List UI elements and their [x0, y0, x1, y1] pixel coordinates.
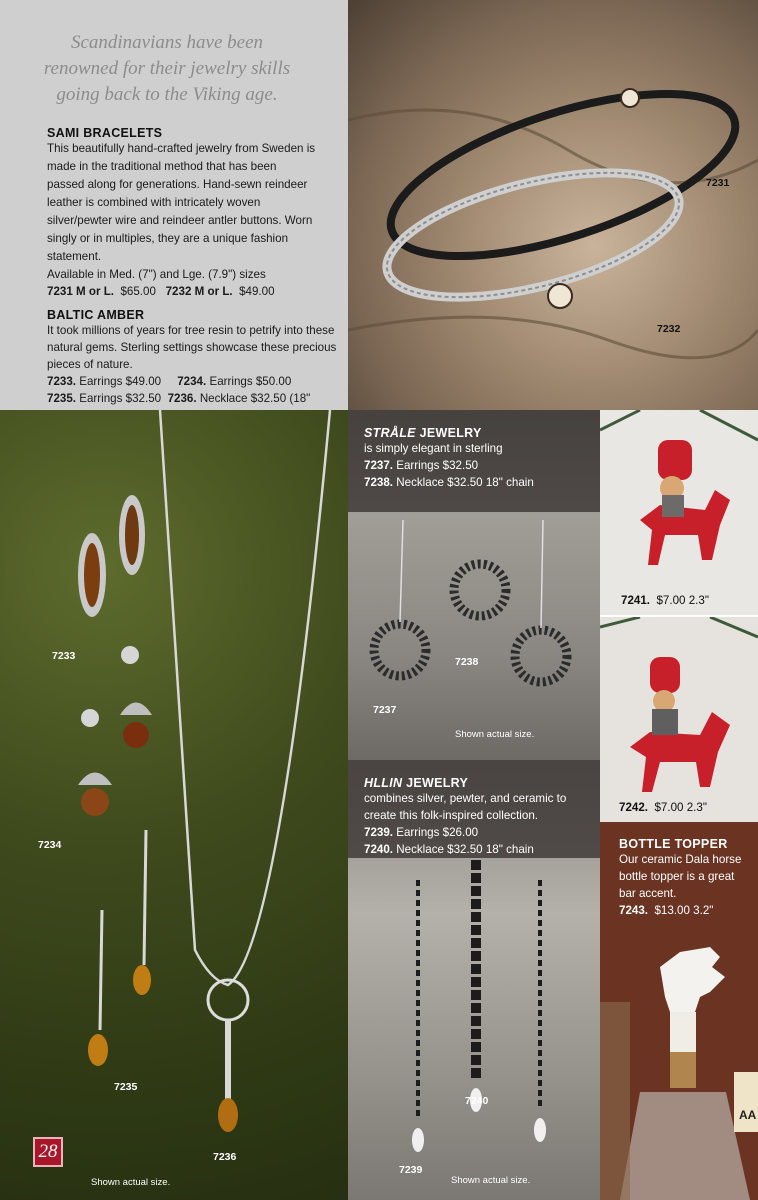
hllin-brand: HLLIN	[364, 776, 403, 790]
topper-heading: BOTTLE TOPPER	[619, 837, 728, 851]
hllin-body: combines silver, pewter, and ceramic to create this folk-inspired collection.	[364, 792, 567, 822]
bottle-label-text: AA	[739, 1108, 757, 1122]
bottle-topper-panel	[600, 822, 758, 1200]
hllin-heading-rest: JEWELRY	[402, 776, 469, 790]
label-7232: 7232	[657, 323, 681, 335]
desc-7243: $13.00 3.2"	[654, 904, 714, 917]
bracelet-photo	[348, 0, 758, 410]
hllin-shown-size: Shown actual size.	[451, 1175, 531, 1186]
label-7235: 7235	[114, 1081, 138, 1093]
price-7231: $65.00	[120, 285, 156, 298]
bracelet-illustration	[348, 0, 758, 410]
label-7240: 7240	[465, 1095, 489, 1107]
strale-brand: STRÅLE	[364, 426, 416, 440]
label-7233: 7233	[52, 650, 76, 662]
label-7234: 7234	[38, 839, 62, 851]
dala-ornament-photo-2	[600, 617, 758, 822]
strale-body: is simply elegant in sterling	[364, 442, 503, 455]
page-number-badge: 28	[33, 1137, 63, 1167]
amber-body: It took millions of years for tree resin to petrify into these natural gems. Sterling settings showcase these precious pieces of nature.	[47, 324, 337, 371]
desc-7235: Earrings $32.50	[79, 392, 162, 405]
sku-7238: 7238.	[364, 476, 394, 489]
sku-7239: 7239.	[364, 826, 394, 839]
amber-shown-size: Shown actual size.	[91, 1177, 171, 1188]
intro-panel	[0, 0, 348, 410]
sami-prices	[47, 283, 336, 300]
amber-illustration	[0, 410, 348, 1200]
sku-7237: 7237.	[364, 459, 394, 472]
desc-7241: $7.00 2.3"	[656, 594, 709, 607]
desc-7237: Earrings $32.50	[396, 459, 479, 472]
label-7239: 7239	[399, 1164, 423, 1176]
dala-horse-ornament-icon	[600, 617, 758, 822]
sku-7233: 7233.	[47, 375, 77, 388]
sami-heading: SAMI BRACELETS	[47, 126, 163, 140]
desc-7233: Earrings $49.00	[79, 375, 162, 388]
sku-7236: 7236.	[167, 392, 197, 405]
sku-7231: 7231 M or L.	[47, 285, 115, 298]
topper-item	[619, 902, 748, 919]
label-7238: 7238	[455, 656, 479, 668]
ornament-1-caption	[621, 594, 709, 607]
amber-heading: BALTIC AMBER	[47, 308, 145, 322]
amber-jewelry-photo	[0, 410, 348, 1200]
price-7232: $49.00	[239, 285, 275, 298]
amber-row-1	[47, 373, 336, 390]
strale-photo	[348, 410, 600, 760]
hllin-photo	[348, 760, 600, 1200]
hllin-item-2	[364, 841, 586, 858]
dala-ornament-photo-1	[600, 410, 758, 615]
sku-7232: 7232 M or L.	[165, 285, 233, 298]
ornament-2-caption	[619, 801, 707, 814]
sku-7235: 7235.	[47, 392, 77, 405]
sku-7243: 7243.	[619, 904, 649, 917]
strale-heading-rest: JEWELRY	[415, 426, 482, 440]
hllin-caption	[348, 760, 600, 858]
hllin-heading	[364, 776, 586, 790]
desc-7240: Necklace $32.50 18" chain	[396, 843, 534, 856]
sku-7241: 7241.	[621, 594, 651, 607]
dala-horse-ornament-icon	[600, 410, 758, 615]
label-7237: 7237	[373, 704, 397, 716]
topper-body: Our ceramic Dala horse bottle topper is a great bar accent.	[619, 853, 742, 900]
desc-7239: Earrings $26.00	[396, 826, 479, 839]
sku-7234: 7234.	[177, 375, 207, 388]
desc-7234: Earrings $50.00	[209, 375, 292, 388]
label-7236: 7236	[213, 1151, 237, 1163]
label-7231: 7231	[706, 177, 730, 189]
desc-7238: Necklace $32.50 18" chain	[396, 476, 534, 489]
sku-7240: 7240.	[364, 843, 394, 856]
intro-tagline: Scandinavians have been renowned for their jewelry skills going back to the Viking age.	[43, 32, 291, 105]
bottle-topper-illustration	[600, 922, 758, 1200]
sami-sizes: Available in Med. (7") and Lge. (7.9") sizes	[47, 268, 266, 281]
sku-7242: 7242.	[619, 801, 649, 814]
desc-7236: Necklace $32.50 (18"	[199, 392, 311, 405]
sami-body: This beautifully hand-crafted jewelry from Sweden is made in the traditional method that has been passed along for generations. Hand-sewn reindeer leather is combined with intricately woven silver/pewter wire and reindeer antler buttons. Worn singly or in multiples, they are a unique fashion statement.	[47, 142, 316, 263]
desc-7242: $7.00 2.3"	[654, 801, 707, 814]
hllin-item-1	[364, 824, 586, 841]
strale-shown-size: Shown actual size.	[455, 729, 535, 740]
